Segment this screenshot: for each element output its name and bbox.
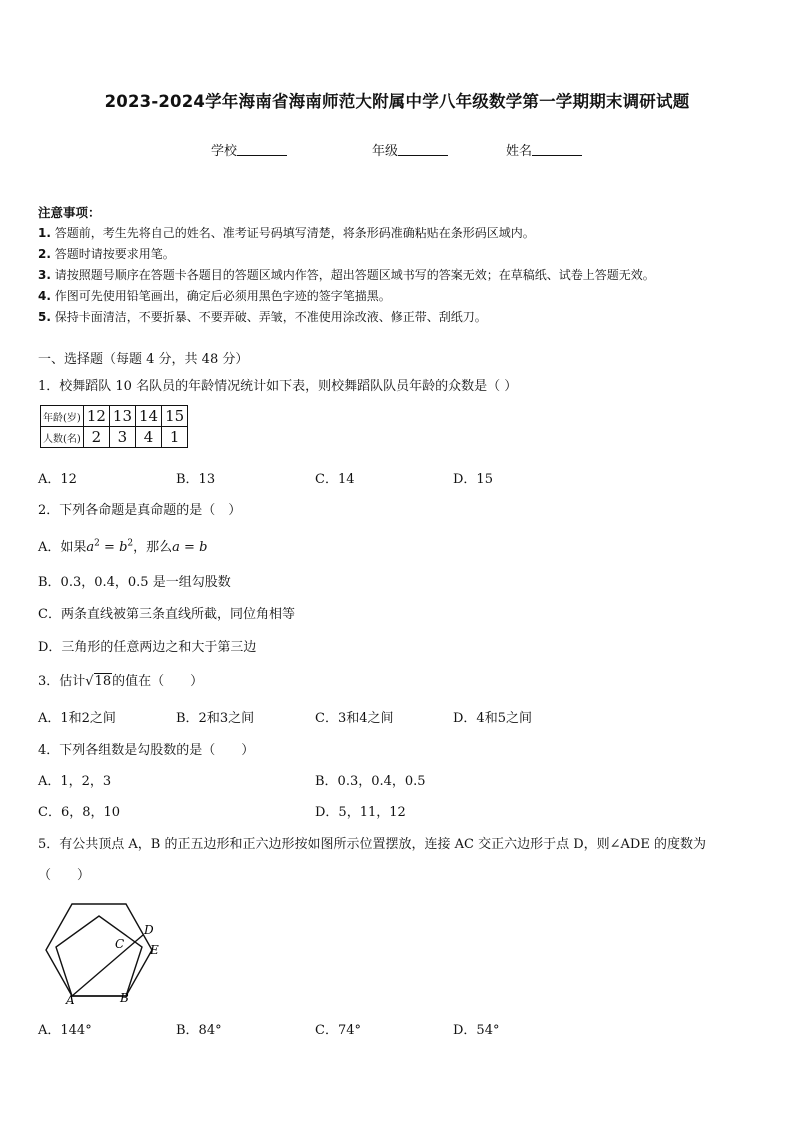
notice-item [38,224,535,241]
notice-text: 答题时请按要求用笔。 [54,247,175,261]
school-label: 学校 [211,144,238,159]
table-cell: 13 [109,406,135,427]
q5-stem-line2: （ ） [38,868,91,883]
label-a: A [66,993,75,1007]
notice-text: 作图可先使用铅笔画出，确定后必须用黑色字迹的签字笔描黑。 [54,289,391,303]
notice-item [38,245,175,262]
q3-option-b[interactable]: B．2和3之间 [176,711,255,726]
table-cell: 12 [83,406,109,427]
school-blank[interactable] [237,143,287,156]
notice-item [38,287,391,304]
radicand: 18 [94,674,112,689]
name-blank[interactable] [532,143,582,156]
grade-label: 年级 [372,144,399,159]
math-var: a [86,540,95,555]
q2-option-c[interactable]: C．两条直线被第三条直线所截，同位角相等 [38,607,295,622]
table-cell: 4 [136,427,162,448]
q5-option-b[interactable]: B．84° [176,1023,222,1038]
grade-field [372,140,448,159]
option-text: ，那么 [133,540,173,555]
label-b: B [120,991,129,1005]
section-heading: 一、选择题（每题 4 分，共 48 分） [38,352,249,367]
table-cell: 3 [109,427,135,448]
q1-stem: 1．校舞蹈队 10 名队员的年龄情况统计如下表，则校舞蹈队队员年龄的众数是（ ） [38,379,518,394]
notice-num: 1. [38,226,51,240]
q5-option-a[interactable]: A．144° [38,1023,92,1038]
notice-num: 3. [38,268,51,282]
q3-option-a[interactable]: A．1和2之间 [38,711,116,726]
table-cell: 15 [162,406,188,427]
math-var: b [119,540,128,555]
q1-option-d[interactable]: D．15 [453,472,493,487]
math-exp: 2 [127,538,134,549]
q2-option-b[interactable]: B．0.3，0.4，0.5 是一组勾股数 [38,575,231,590]
q4-option-b[interactable]: B．0.3，0.4，0.5 [315,774,426,789]
sqrt-symbol: √18 [85,674,112,689]
q3-option-d[interactable]: D．4和5之间 [453,711,532,726]
hexagon-shape [46,904,152,996]
q2-option-a[interactable] [38,536,207,555]
pentagon-hexagon-figure [40,896,180,1008]
table-cell: 14 [136,406,162,427]
q3-option-c[interactable]: C．3和4之间 [315,711,394,726]
option-text: A．如果 [38,540,87,555]
name-label: 姓名 [506,144,533,159]
q5-stem-line1: 5．有公共顶点 A，B 的正五边形和正六边形按如图所示位置摆放，连接 AC 交正六边形于点 D，则∠ADE 的度数为 [38,837,706,852]
stem-text: 3．估计 [38,674,86,689]
q1-option-c[interactable]: C．14 [315,472,355,487]
name-field [506,140,582,159]
stem-text: 的值在（ ） [112,674,204,689]
table-row [41,427,188,448]
table-head: 人数(名) [41,427,84,448]
label-d: D [144,923,154,937]
q5-option-c[interactable]: C．74° [315,1023,361,1038]
math-var: b [199,540,208,555]
table-cell: 1 [162,427,188,448]
math-op: = [179,540,200,555]
q2-option-d[interactable]: D．三角形的任意两边之和大于第三边 [38,640,257,655]
table-row [41,406,188,427]
q4-option-d[interactable]: D．5，11，12 [315,805,406,820]
label-e: E [150,943,159,957]
notice-num: 4. [38,289,51,303]
table-cell: 2 [83,427,109,448]
school-field [211,140,287,159]
table-head: 年龄(岁) [41,406,84,427]
notice-item [38,266,655,283]
notice-heading: 注意事项： [38,205,101,220]
notice-item [38,308,487,325]
math-exp: 2 [94,538,100,549]
q4-stem: 4．下列各组数是勾股数的是（ ） [38,743,255,758]
grade-blank[interactable] [398,143,448,156]
notice-text: 保持卡面清洁，不要折暴、不要弄破、弄皱，不准使用涂改液、修正带、刮纸刀。 [54,310,487,324]
notice-num: 2. [38,247,51,261]
age-table [40,405,188,448]
q1-option-a[interactable]: A．12 [38,472,77,487]
label-c: C [115,937,125,951]
q4-option-c[interactable]: C．6，8，10 [38,805,121,820]
math-op: = [99,540,120,555]
q5-option-d[interactable]: D．54° [453,1023,500,1038]
q2-stem: 2．下列各命题是真命题的是（ ） [38,503,242,518]
notice-text: 请按照题号顺序在答题卡各题目的答题区域内作答，超出答题区域书写的答案无效；在草稿纸、试卷上答题无效。 [54,268,655,282]
q4-option-a[interactable]: A．1，2，3 [38,774,112,789]
line-ac [72,935,143,996]
pentagon-shape [56,916,142,996]
notice-num: 5. [38,310,51,324]
notice-text: 答题前，考生先将自己的姓名、准考证号码填写清楚，将条形码准确粘贴在条形码区域内。 [54,226,535,240]
q3-stem [38,670,203,689]
math-var: a [172,540,180,555]
q1-option-b[interactable]: B．13 [176,472,216,487]
page-title: 2023-2024学年海南省海南师范大附属中学八年级数学第一学期期末调研试题 [104,92,690,111]
